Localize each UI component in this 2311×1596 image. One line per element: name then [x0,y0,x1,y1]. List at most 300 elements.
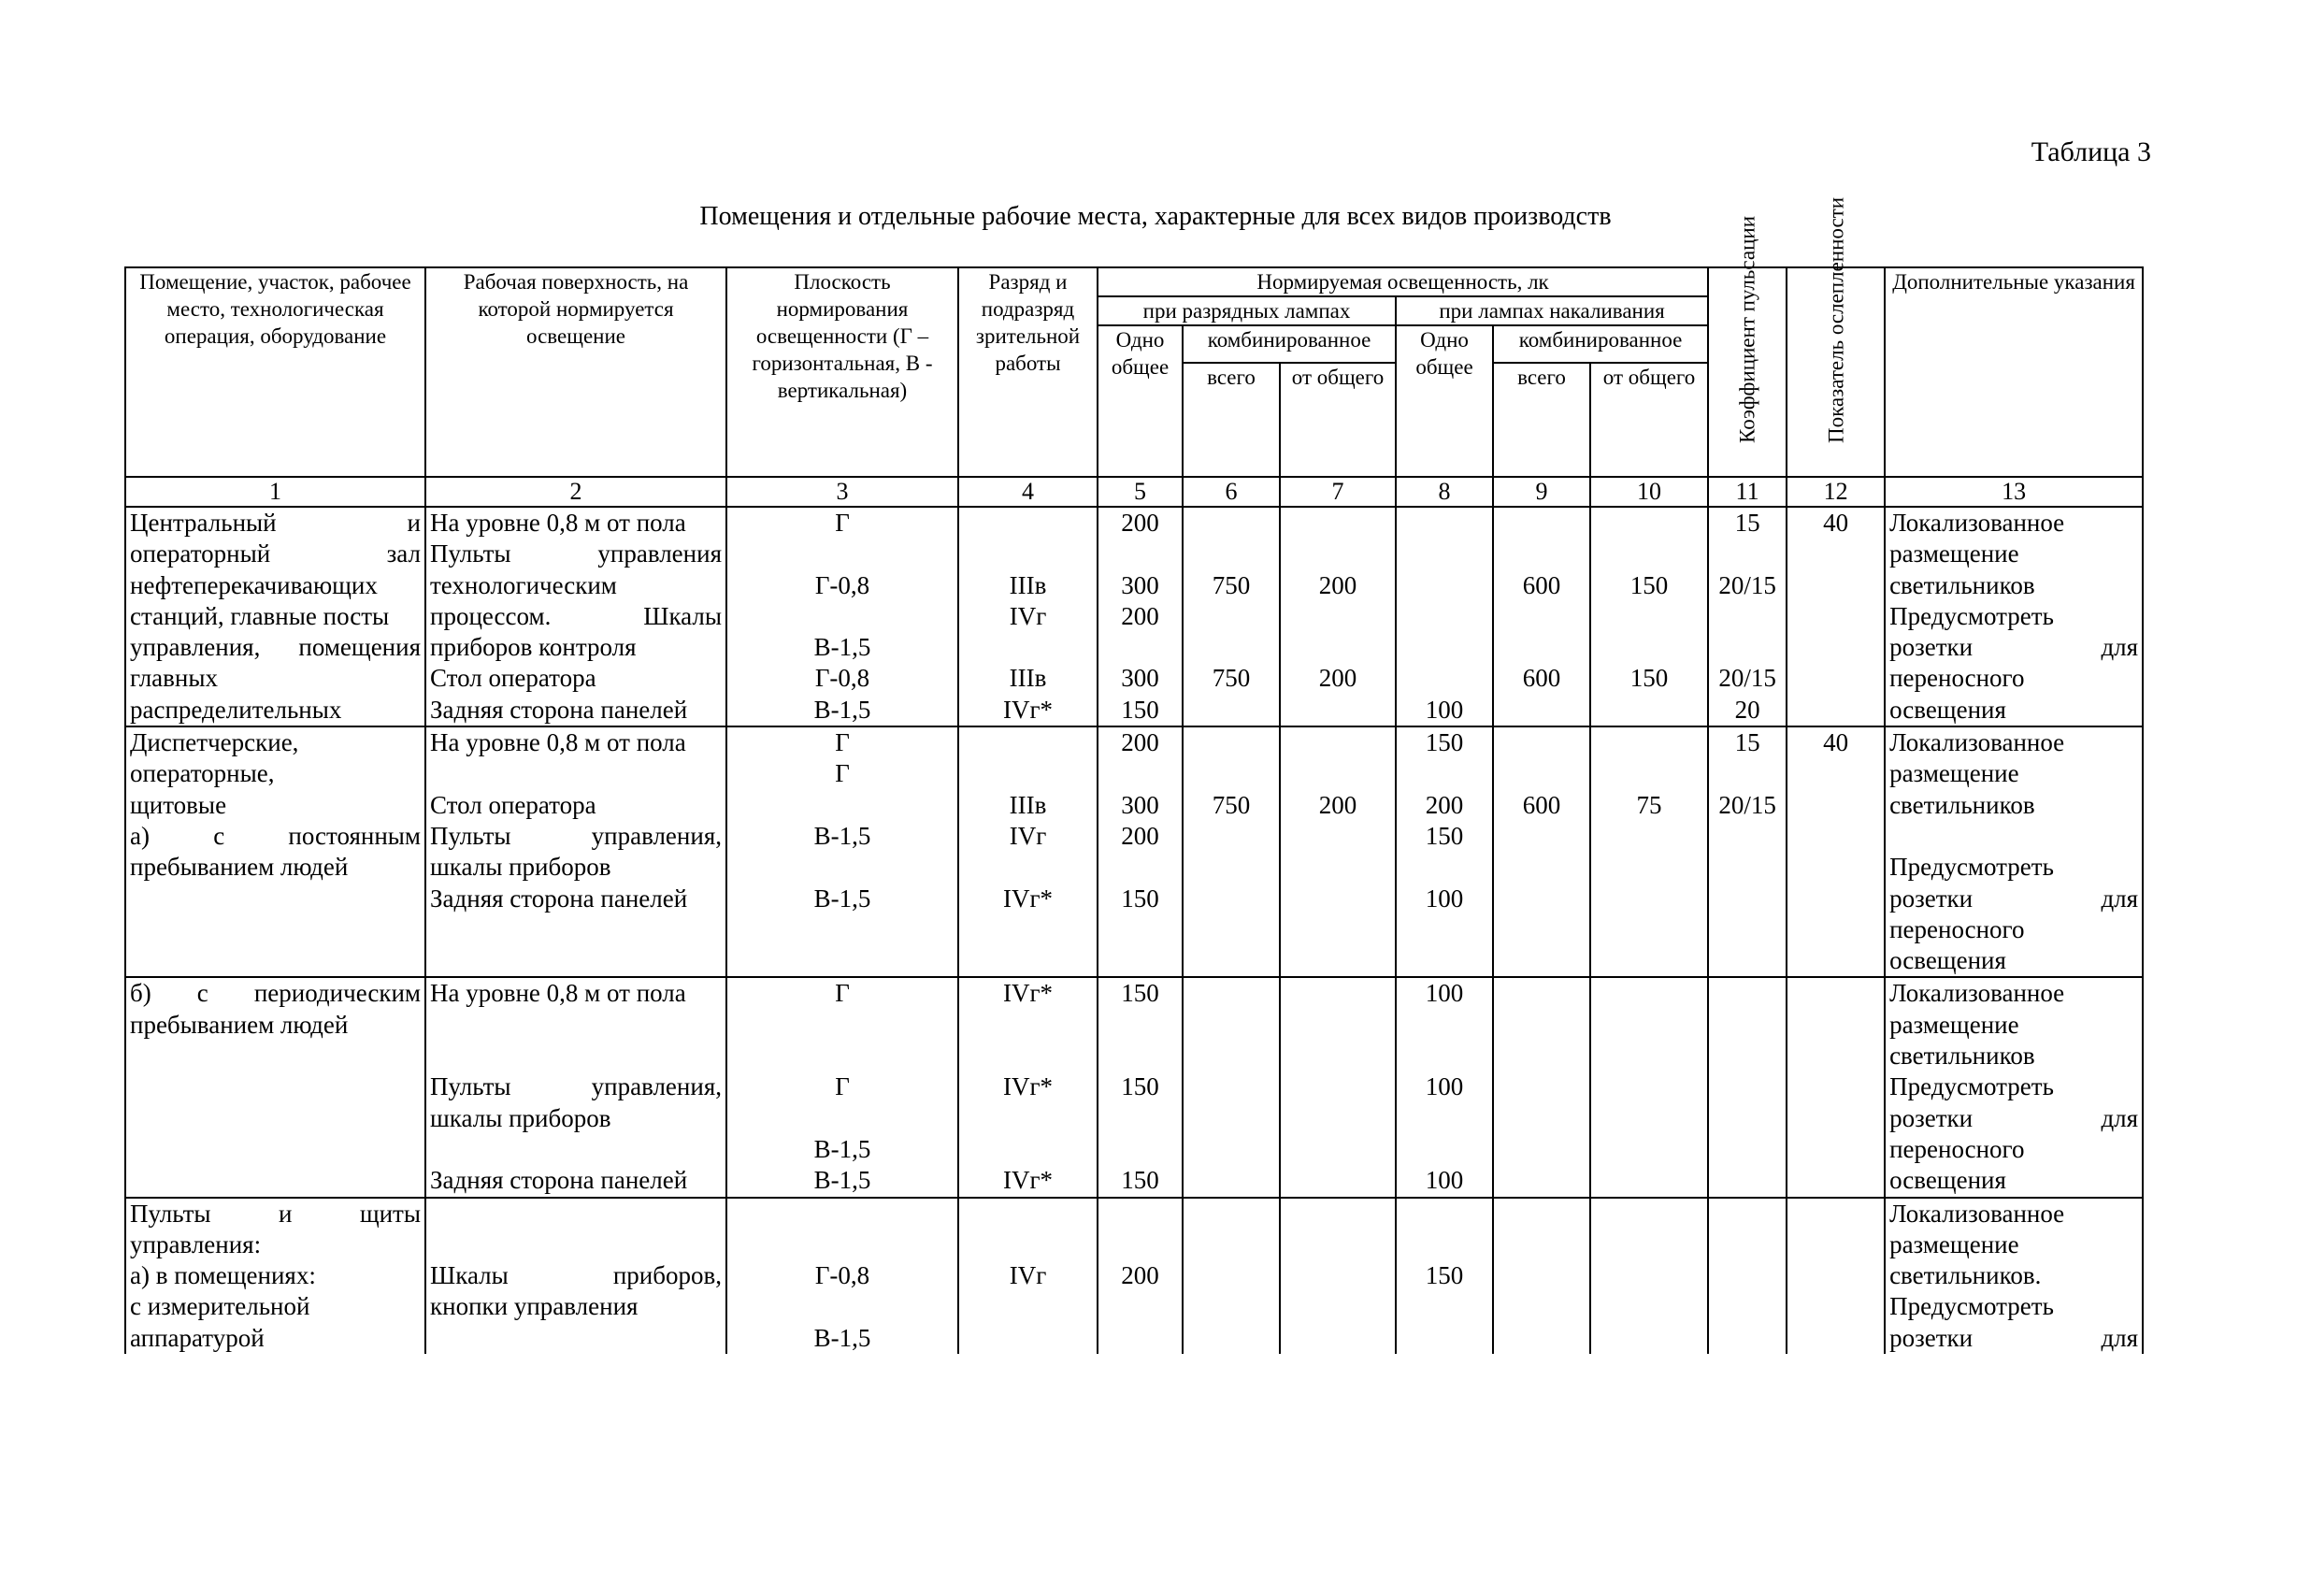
cell-col-1 [125,507,425,726]
cell-line [731,1041,954,1071]
cell-line [1498,1229,1586,1260]
cell-col-4 [958,726,1098,977]
cell-line: Шкалы приборов, [430,1261,722,1290]
header-gas-lamps: при разрядных лампах [1098,296,1396,325]
cell-line: IIIв [1009,570,1047,599]
cell-line [1187,508,1275,539]
cell-line [1791,884,1880,914]
cell-line [1187,945,1275,976]
cell-line [1187,978,1275,1009]
cell-line: 40 [1823,509,1849,537]
cell-line: 750 [1212,664,1251,693]
cell-line: В-1,5 [813,1166,871,1195]
cell-line: процессом. Шкалы [430,601,722,630]
cell-line [1400,1291,1488,1322]
cell-line [1285,914,1391,945]
cell-col-6 [1183,507,1280,726]
cell-line [430,1041,722,1071]
cell-col-12 [1787,977,1885,1197]
cell-line: шкалы приборов [430,1103,611,1132]
cell-line: 200 [1425,790,1464,819]
cell-line: 200 [1121,821,1159,850]
header-col-11 [1708,215,1787,477]
cell-line [963,945,1093,976]
cell-line [1713,1103,1782,1134]
cell-line: Локализованное [1889,979,2065,1008]
cell-line: Г-0,8 [814,1261,870,1290]
cell-line [731,914,954,945]
cell-line: освещения [1889,695,2006,724]
cell-line: 100 [1425,1072,1464,1101]
cell-line [1187,758,1275,789]
header-col-12-text: Показатель ослепленности [1824,196,1848,443]
cell-line [1285,1229,1391,1260]
cell-line: IVг* [1002,695,1054,724]
cell-line [1498,601,1586,632]
cell-line: 300 [1121,664,1159,693]
cell-line [1285,1291,1391,1322]
cell-line [1791,821,1880,852]
cell-line [731,945,954,976]
cell-line: светильников [1889,570,2035,599]
cell-col-11 [1708,726,1787,977]
header-col-5: Одно общее [1098,325,1183,477]
cell-line [1498,1103,1586,1134]
cell-line [1285,1071,1391,1102]
cell-line [1285,508,1391,539]
cell-line: 300 [1121,570,1159,599]
cell-line: размещение [1889,1010,2019,1039]
cell-col-5 [1098,1198,1183,1354]
cell-col-5 [1098,726,1183,977]
cell-line [963,539,1093,569]
cell-line: 150 [1425,728,1464,757]
cell-line [1285,821,1391,852]
cell-line: Пульты управления, [430,1072,722,1101]
cell-line [1595,1260,1703,1291]
cell-line [1595,695,1703,726]
cell-line: На уровне 0,8 м от пола [430,979,686,1008]
cell-line [130,945,421,976]
cell-line: 600 [1522,570,1561,599]
cell-line: Диспетчерские, [130,728,299,757]
cell-line [1187,1199,1275,1229]
cell-line [1285,1010,1391,1041]
cell-line: IIIв [1009,790,1047,819]
cell-line: Задняя сторона панелей [430,1166,688,1195]
cell-line: освещения [1889,946,2006,975]
cell-line [1595,1165,1703,1196]
header-col-7: от общего [1280,363,1396,477]
cell-line: Предусмотреть [1889,1292,2054,1321]
cell-line [1498,632,1586,663]
cell-line [1400,914,1488,945]
cell-line: В-1,5 [813,1134,871,1163]
cell-col-8 [1396,977,1493,1197]
cell-col-10 [1590,507,1708,726]
cell-col-7 [1280,1198,1396,1354]
cell-line: 150 [1425,821,1464,850]
cell-col-10 [1590,1198,1708,1354]
cell-line [1187,1071,1275,1102]
cell-line [430,1134,722,1165]
cell-col-8 [1396,507,1493,726]
cell-line [1713,539,1782,569]
cell-line [1713,1165,1782,1196]
cell-line [1791,1199,1880,1229]
cell-col-3 [726,726,958,977]
cell-line [1102,914,1178,945]
cell-line: Г-0,8 [814,570,870,599]
cell-line: 200 [1121,509,1159,537]
cell-line [1713,1134,1782,1165]
cell-line [1595,539,1703,569]
cell-line: освещения [1889,1166,2006,1195]
cell-line [1791,1134,1880,1165]
cell-line: IVг* [1002,979,1054,1008]
cell-line: Предусмотреть [1889,853,2054,882]
cell-line: операторный зал [130,539,421,568]
cell-line [1595,1323,1703,1354]
cell-line [731,1103,954,1134]
cell-col-5 [1098,507,1183,726]
cell-line: с измерительной [130,1292,310,1321]
cell-line [1187,632,1275,663]
cell-line [1595,852,1703,883]
cell-line [1400,663,1488,694]
cell-line [1713,1041,1782,1071]
cell-line: 20/15 [1718,664,1776,693]
cell-line: 200 [1121,1261,1159,1290]
col-number: 9 [1493,477,1590,507]
cell-line [963,1291,1093,1322]
cell-line [1713,1071,1782,1102]
cell-line [1791,663,1880,694]
cell-line: Г [835,979,850,1008]
cell-line: приборов контроля [430,633,637,662]
cell-line [731,1291,954,1322]
cell-line [1187,914,1275,945]
cell-line: 200 [1318,790,1357,819]
cell-col-11 [1708,977,1787,1197]
cell-line [1791,1291,1880,1322]
cell-line: розетки для [1889,1103,2139,1132]
cell-col-10 [1590,726,1708,977]
cell-line [1713,1199,1782,1229]
cell-line: В-1,5 [813,1323,871,1352]
cell-line [1498,727,1586,758]
cell-col-11 [1708,507,1787,726]
cell-line [1791,1323,1880,1354]
cell-line [1713,852,1782,883]
cell-line [1187,727,1275,758]
cell-line: 20 [1734,695,1760,724]
cell-col-4 [958,977,1098,1197]
cell-line [430,758,722,789]
cell-line: На уровне 0,8 м от пола [430,509,686,537]
cell-line: 150 [1121,1166,1159,1195]
cell-line: а) с постоянным [130,821,421,850]
cell-col-13 [1885,507,2143,726]
cell-line [1400,758,1488,789]
cell-line [1595,884,1703,914]
cell-line [1400,1010,1488,1041]
cell-col-7 [1280,726,1396,977]
cell-line: переносного [1889,664,2025,693]
cell-line [1102,1010,1178,1041]
cell-line [963,914,1093,945]
cell-line [1187,1165,1275,1196]
cell-line: 15 [1734,728,1760,757]
header-col-11-text: Коэффициент пульсации [1735,215,1759,443]
cell-col-1 [125,977,425,1197]
header-col-10: от общего [1590,363,1708,477]
cell-line [963,727,1093,758]
cell-line: светильников [1889,790,2035,819]
cell-line [1285,727,1391,758]
cell-line [731,1229,954,1260]
cell-line [1791,539,1880,569]
cell-line: 100 [1425,979,1464,1008]
header-col-4: Разряд и подразряд зрительной работы [958,267,1098,477]
cell-line: Пульты управления, [430,821,722,850]
cell-line [1285,1199,1391,1229]
cell-line [1595,1103,1703,1134]
cell-line: розетки для [1889,1323,2139,1352]
cell-line: IVг* [1002,884,1054,913]
cell-line: размещение [1889,1229,2019,1258]
header-combined-gas: комбинированное [1183,325,1396,363]
table-number: Таблица 3 [2031,137,2151,167]
cell-line [1713,1229,1782,1260]
col-number: 4 [958,477,1098,507]
cell-line [1400,601,1488,632]
cell-line [1285,852,1391,883]
cell-line: Локализованное [1889,509,2065,537]
cell-line: 75 [1636,790,1662,819]
cell-line: 20/15 [1718,570,1776,599]
cell-col-6 [1183,1198,1280,1354]
cell-line: 750 [1212,790,1251,819]
cell-line [130,884,421,914]
cell-col-8 [1396,726,1493,977]
cell-col-1 [125,726,425,977]
cell-line [1498,1291,1586,1322]
cell-line: 150 [1121,979,1159,1008]
cell-line: распределительных [130,695,342,724]
cell-line [1400,1229,1488,1260]
cell-line: светильников [1889,1042,2035,1071]
cell-col-2 [425,977,726,1197]
cell-col-9 [1493,507,1590,726]
cell-line [1791,790,1880,821]
cell-line [1498,758,1586,789]
cell-line: 40 [1823,728,1849,757]
cell-line: 100 [1425,1166,1464,1195]
col-number: 5 [1098,477,1183,507]
cell-line [1791,1229,1880,1260]
cell-line [963,1199,1093,1229]
cell-line [1285,1323,1391,1354]
cell-line: розетки для [1889,884,2139,913]
cell-line [430,1229,722,1260]
cell-line [1713,978,1782,1009]
cell-line [1285,945,1391,976]
cell-line: Центральный и [130,509,421,537]
col-number: 8 [1396,477,1493,507]
cell-line [963,758,1093,789]
cell-line: 600 [1522,790,1561,819]
cell-line: На уровне 0,8 м от пола [430,728,686,757]
cell-line [1713,945,1782,976]
cell-line [963,632,1093,663]
cell-line: переносного [1889,914,2025,943]
cell-line: IIIв [1009,664,1047,693]
cell-line [731,601,954,632]
cell-line [1595,1071,1703,1102]
cell-line: Г [835,728,850,757]
cell-line [1187,1041,1275,1071]
cell-line [1400,632,1488,663]
cell-col-8 [1396,1198,1493,1354]
cell-line [1187,1134,1275,1165]
cell-line: 20/15 [1718,790,1776,819]
cell-line [1285,1134,1391,1165]
cell-line [1285,1041,1391,1071]
cell-line [430,1199,722,1229]
cell-line: 150 [1629,570,1669,599]
table-row [125,726,2143,977]
cell-line [1498,1323,1586,1354]
cell-line [1498,1165,1586,1196]
cell-line [1498,695,1586,726]
cell-line: технологическим [430,570,617,599]
cell-line: В-1,5 [813,695,871,724]
cell-col-9 [1493,977,1590,1197]
cell-line [1187,1229,1275,1260]
cell-line [130,1071,421,1102]
cell-line [1498,1010,1586,1041]
cell-line [1285,1260,1391,1291]
cell-line: 200 [1318,664,1357,693]
cell-line [1713,758,1782,789]
cell-line [1498,1041,1586,1071]
cell-line: 200 [1318,570,1357,599]
cell-line [1791,695,1880,726]
cell-line [1713,601,1782,632]
cell-line [130,1041,421,1071]
cell-line [1102,852,1178,883]
cell-col-4 [958,507,1098,726]
cell-line [1285,884,1391,914]
cell-line [430,914,722,945]
cell-line [1498,978,1586,1009]
header-norm: Нормируемая освещенность, лк [1098,267,1708,296]
cell-line [1791,1010,1880,1041]
cell-line: Пульты и щиты [130,1199,421,1228]
cell-line: щитовые [130,790,227,819]
cell-line [963,1229,1093,1260]
header-col-13: Дополнительные указания [1885,267,2143,477]
col-number: 3 [726,477,958,507]
cell-line [1285,601,1391,632]
cell-line [1187,821,1275,852]
cell-line: Стол оператора [430,790,596,819]
cell-line [1595,914,1703,945]
cell-line: 150 [1629,664,1669,693]
cell-line [1713,884,1782,914]
cell-line [1595,1199,1703,1229]
cell-line [1791,914,1880,945]
cell-col-2 [425,507,726,726]
cell-line: кнопки управления [430,1292,639,1321]
table-row [125,507,2143,726]
cell-col-7 [1280,977,1396,1197]
cell-line [963,1323,1093,1354]
cell-line [731,539,954,569]
cell-line [1713,1260,1782,1291]
cell-line [1102,1041,1178,1071]
cell-line [1713,821,1782,852]
cell-line [1187,884,1275,914]
cell-line [1285,695,1391,726]
cell-col-12 [1787,507,1885,726]
cell-line [731,852,954,883]
cell-line: 100 [1425,884,1464,913]
cell-line [1713,1323,1782,1354]
cell-line [1595,1229,1703,1260]
cell-line [1102,1323,1178,1354]
cell-line: 150 [1121,1072,1159,1101]
col-number: 10 [1590,477,1708,507]
cell-line [1595,945,1703,976]
cell-line [1791,1041,1880,1071]
cell-line [1791,1260,1880,1291]
cell-line [1400,1041,1488,1071]
cell-line [1791,978,1880,1009]
cell-line [1791,945,1880,976]
header-col-8: Одно общее [1396,325,1493,477]
cell-line [1595,1041,1703,1071]
cell-line: IVг* [1002,1166,1054,1195]
cell-line [1498,1260,1586,1291]
table-row [125,1198,2143,1354]
cell-line [1400,508,1488,539]
cell-col-7 [1280,507,1396,726]
cell-line: В-1,5 [813,884,871,913]
cell-line [1595,758,1703,789]
cell-line [1400,1199,1488,1229]
cell-line [1102,1229,1178,1260]
header-col-3: Плоскость нормирования освещенности (Г – горизонтальная, В - вертикальная) [726,267,958,477]
cell-line: управления, помещения [130,633,421,662]
cell-line [1102,539,1178,569]
cell-line [430,945,722,976]
cell-line [1102,1103,1178,1134]
cell-line: 150 [1121,695,1159,724]
cell-col-2 [425,1198,726,1354]
cell-line [430,1323,722,1354]
cell-line: размещение [1889,759,2019,788]
cell-line: Задняя сторона панелей [430,884,688,913]
col-number: 13 [1885,477,2143,507]
cell-line [1285,758,1391,789]
cell-col-1 [125,1198,425,1354]
cell-line: 750 [1212,570,1251,599]
cell-line: Г-0,8 [814,664,870,693]
cell-line [1595,727,1703,758]
cell-line [1713,914,1782,945]
